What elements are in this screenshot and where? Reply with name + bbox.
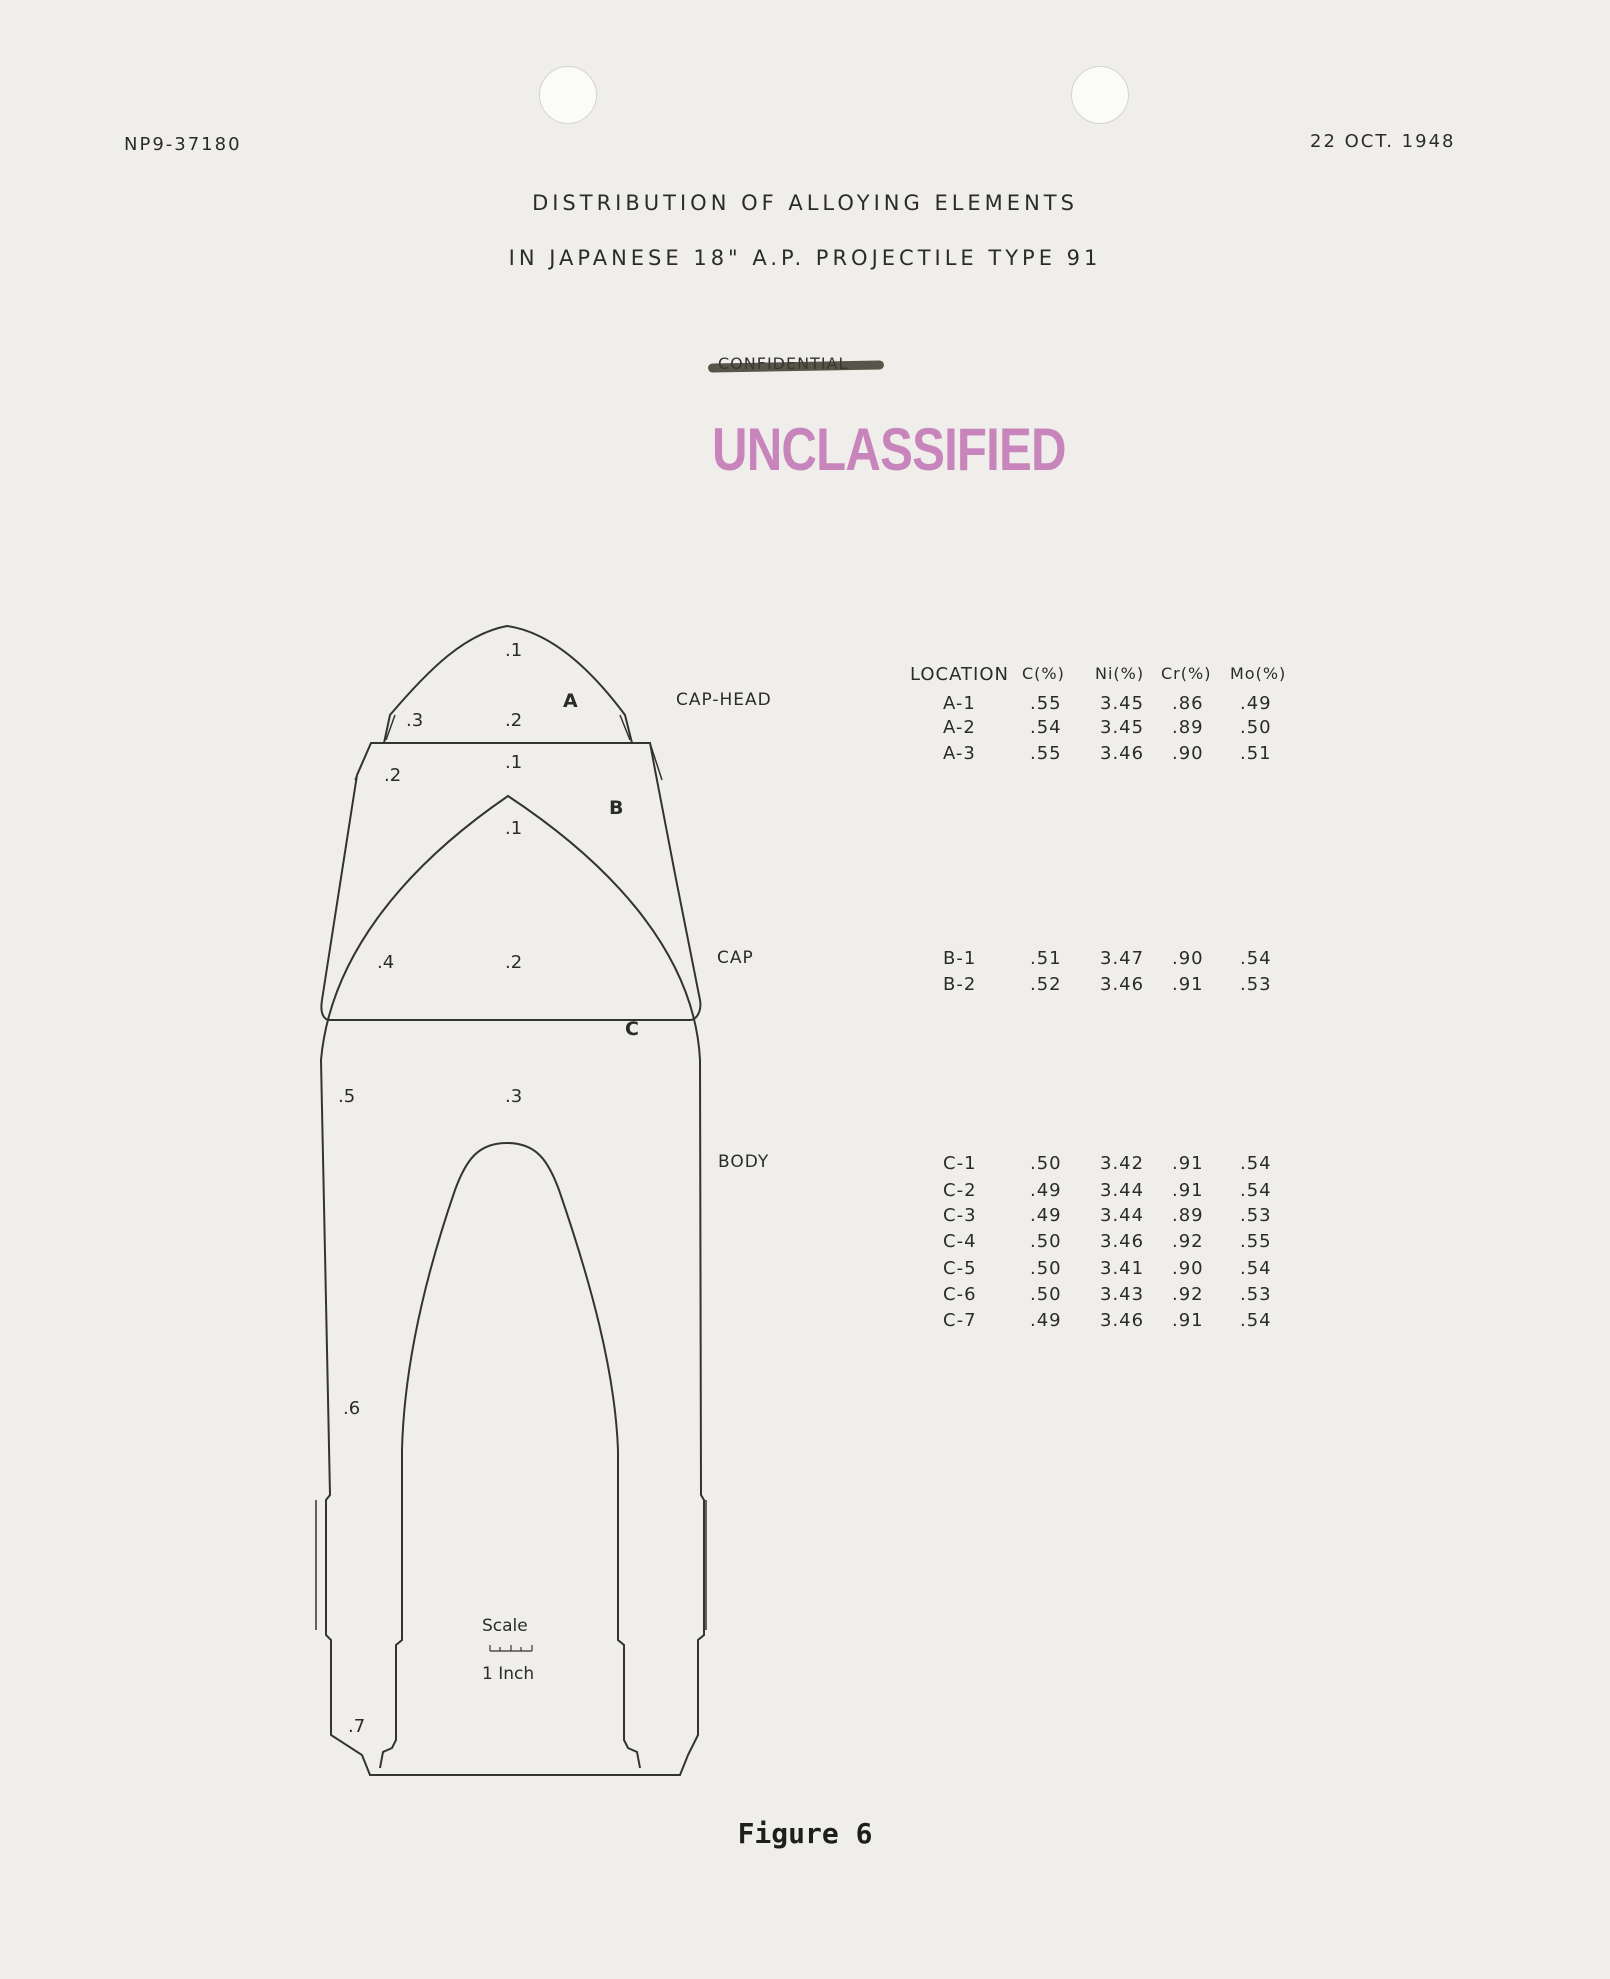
cell-mo: .54 (1240, 1180, 1272, 1201)
cell-ni: 3.46 (1100, 974, 1145, 995)
point-c4: .4 (377, 952, 395, 973)
point-b2: .2 (384, 765, 402, 786)
region-c-label: C (625, 1018, 639, 1040)
cell-c: .49 (1030, 1205, 1062, 1226)
region-b-label: B (609, 797, 624, 819)
cell-location: B-1 (943, 948, 977, 969)
cell-location: B-2 (943, 974, 977, 995)
cell-ni: 3.47 (1100, 948, 1145, 969)
cap-label: CAP (717, 948, 754, 968)
region-a-label: A (563, 690, 578, 712)
title-line-2: IN JAPANESE 18" A.P. PROJECTILE TYPE 91 (508, 246, 1102, 270)
cell-c: .55 (1030, 743, 1062, 764)
unclassified-stamp: UNCLASSIFIED (712, 416, 1066, 483)
cell-c: .51 (1030, 948, 1062, 969)
cell-cr: .91 (1172, 1180, 1204, 1201)
cell-mo: .54 (1240, 1258, 1272, 1279)
point-c3: .3 (505, 1086, 523, 1107)
cell-location: C-7 (943, 1310, 977, 1331)
point-b1: .1 (505, 752, 523, 773)
cell-c: .49 (1030, 1180, 1062, 1201)
cell-cr: .89 (1172, 1205, 1204, 1226)
point-c1: .1 (505, 818, 523, 839)
cell-c: .50 (1030, 1153, 1062, 1174)
scale-bar (490, 1645, 532, 1651)
cell-mo: .53 (1240, 1205, 1272, 1226)
point-a2: .2 (505, 710, 523, 731)
cell-cr: .91 (1172, 974, 1204, 995)
point-c5: .5 (338, 1086, 356, 1107)
cell-ni: 3.46 (1100, 743, 1145, 764)
cell-ni: 3.43 (1100, 1284, 1145, 1305)
table-header-ni: Ni(%) (1095, 664, 1145, 683)
scale-unit: 1 Inch (482, 1664, 535, 1684)
point-c7: .7 (348, 1716, 366, 1737)
cell-c: .50 (1030, 1231, 1062, 1252)
cell-location: C-6 (943, 1284, 977, 1305)
cell-location: C-4 (943, 1231, 977, 1252)
cell-mo: .54 (1240, 1153, 1272, 1174)
point-a1: .1 (505, 640, 523, 661)
cell-cr: .86 (1172, 693, 1204, 714)
document-date: 22 OCT. 1948 (1310, 131, 1456, 152)
cell-mo: .55 (1240, 1231, 1272, 1252)
cell-ni: 3.46 (1100, 1310, 1145, 1331)
cell-cr: .91 (1172, 1310, 1204, 1331)
scale-label: Scale (482, 1616, 528, 1636)
cell-cr: .90 (1172, 1258, 1204, 1279)
cell-c: .50 (1030, 1258, 1062, 1279)
cell-c: .52 (1030, 974, 1062, 995)
cell-c: .50 (1030, 1284, 1062, 1305)
cell-location: A-2 (943, 717, 976, 738)
table-header-c: C(%) (1022, 664, 1065, 683)
cell-c: .49 (1030, 1310, 1062, 1331)
cap-head-label: CAP-HEAD (676, 690, 772, 710)
point-c2: .2 (505, 952, 523, 973)
cell-mo: .49 (1240, 693, 1272, 714)
cell-ni: 3.44 (1100, 1205, 1145, 1226)
cell-location: C-3 (943, 1205, 977, 1226)
cell-cr: .89 (1172, 717, 1204, 738)
table-header-location: LOCATION (910, 664, 1009, 685)
cell-cr: .92 (1172, 1231, 1204, 1252)
point-c6: .6 (343, 1398, 361, 1419)
cell-mo: .51 (1240, 743, 1272, 764)
cell-mo: .54 (1240, 1310, 1272, 1331)
cell-cr: .91 (1172, 1153, 1204, 1174)
cell-ni: 3.45 (1100, 717, 1145, 738)
cell-mo: .50 (1240, 717, 1272, 738)
cell-mo: .54 (1240, 948, 1272, 969)
point-a3: .3 (406, 710, 424, 731)
cell-ni: 3.45 (1100, 693, 1145, 714)
cell-location: C-1 (943, 1153, 977, 1174)
figure-caption: Figure 6 (737, 1817, 873, 1850)
document-number: NP9-37180 (124, 134, 242, 155)
cell-cr: .92 (1172, 1284, 1204, 1305)
cell-mo: .53 (1240, 974, 1272, 995)
title-line-1: DISTRIBUTION OF ALLOYING ELEMENTS (532, 191, 1078, 215)
cell-c: .55 (1030, 693, 1062, 714)
table-header-mo: Mo(%) (1230, 664, 1287, 683)
cell-ni: 3.44 (1100, 1180, 1145, 1201)
cell-ni: 3.42 (1100, 1153, 1145, 1174)
cap-outline (321, 743, 700, 1020)
body-label: BODY (718, 1152, 770, 1172)
table-header-cr: Cr(%) (1161, 664, 1212, 683)
cell-c: .54 (1030, 717, 1062, 738)
cell-location: A-3 (943, 743, 976, 764)
cell-cr: .90 (1172, 743, 1204, 764)
cell-mo: .53 (1240, 1284, 1272, 1305)
cell-location: A-1 (943, 693, 976, 714)
cell-ni: 3.46 (1100, 1231, 1145, 1252)
cell-location: C-2 (943, 1180, 977, 1201)
cell-ni: 3.41 (1100, 1258, 1145, 1279)
cell-cr: .90 (1172, 948, 1204, 969)
cell-location: C-5 (943, 1258, 977, 1279)
